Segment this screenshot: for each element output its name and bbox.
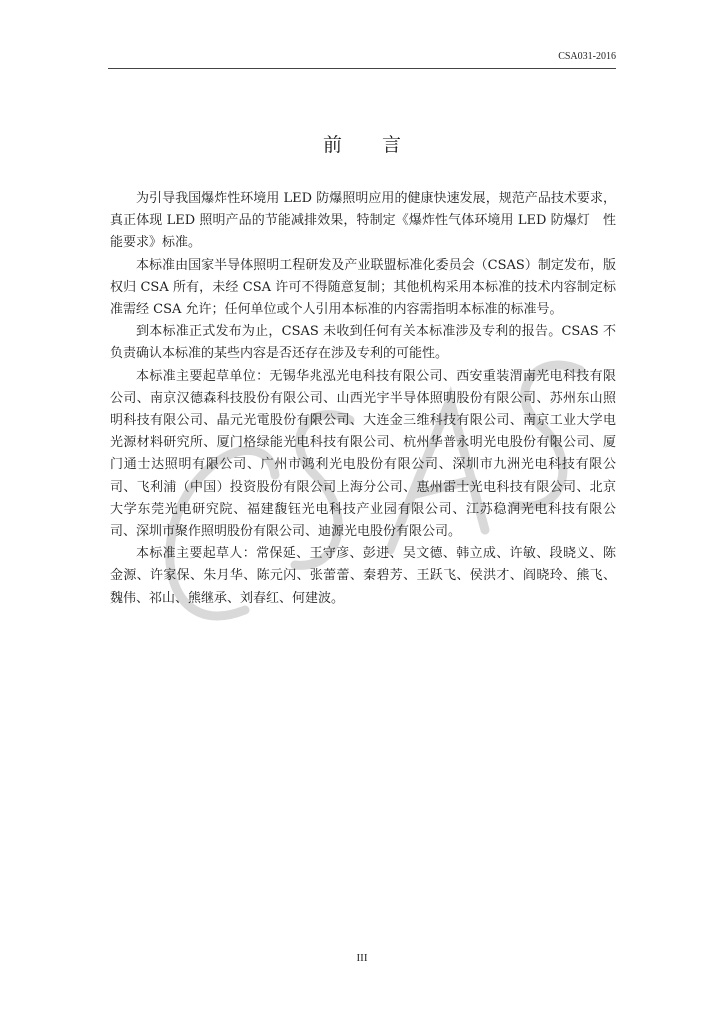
paragraph-patent: 到本标准正式发布为止，CSAS 未收到任何有关本标准涉及专利的报告。CSAS 不负责确认本标准的某些内容是否还存在涉及专利的可能性。 [110, 324, 616, 362]
paragraph-drafters: 本标准主要起草人：常保延、王守彦、彭进、吴文德、韩立成、许敏、段晓义、陈金源、许家保、朱月华、陈元闪、张蕾蕾、秦碧芳、王跃飞、侯洪才、阎晓玲、熊飞、魏伟、祁山、熊继承、刘春红、何建波。 [110, 546, 616, 606]
paragraph-drafting-units: 本标准主要起草单位：无锡华兆泓光电科技有限公司、西安重装渭南光电科技有限公司、南京汉德森科技股份有限公司、山西光宇半导体照明股份有限公司、苏州东山照明科技有限公司、晶元光電股份有限公司、大连金三维科技有限公司、南京工业大学电光源材料研究所、厦门格绿能光电科技有限公司、杭州华普永明光电股份有限公司、厦门通士达照明有限公司、广州市鸿利光电股份有限公司、深圳市九洲光电科技有限公司、飞利浦（中国）投资股份有限公司上海分公司、惠州雷士光电科技有限公司、北京大学东莞光电研究院、福建馥钰光电科技产业园有限公司、江苏稳润光电科技有限公司、深圳市聚作照明股份有限公司、迪源光电股份有限公司。 [110, 368, 616, 540]
page-number: III [356, 952, 368, 964]
page-title: 前言 [322, 134, 441, 156]
foreword-body [110, 188, 616, 610]
document-code: CSA031-2016 [558, 51, 616, 62]
paragraph-copyright: 本标准由国家半导体照明工程研发及产业联盟标准化委员会（CSAS）制定发布，版权归 CSA 所有，未经 CSA 许可不得随意复制；其他机构采用本标准的技术内容制定标准需经 CSA 允许；任何单位或个人引用本标准的内容需指明本标准的标准号。 [110, 257, 616, 318]
header-divider [108, 68, 616, 69]
paragraph-purpose: 为引导我国爆炸性环境用 LED 防爆照明应用的健康快速发展，规范产品技术要求，真正体现 LED 照明产品的节能减排效果，特制定《爆炸性气体环境用 LED 防爆灯 性能要求》标准。 [110, 191, 616, 251]
